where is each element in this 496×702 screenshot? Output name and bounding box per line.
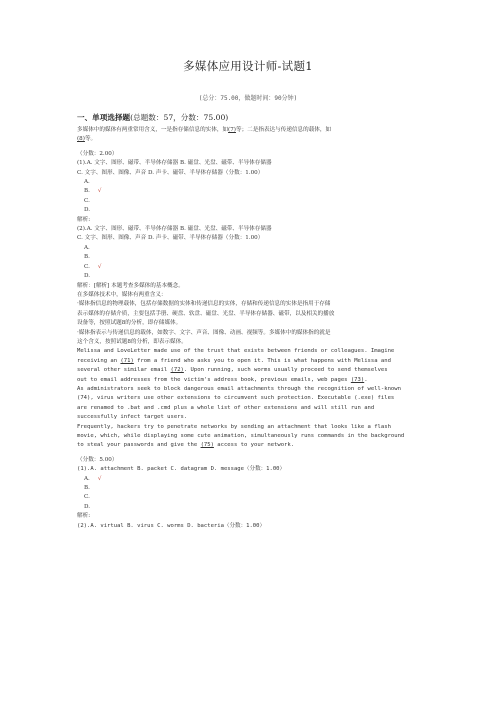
question-3-analysis: 解析: [77, 513, 91, 520]
question-3-option-b: B. [84, 485, 90, 492]
blank-72: (72) [170, 367, 184, 374]
explain-line: ·媒体指表示与传递信息的载体，如数字、文字、声音、图像、动画、视频等。多媒体中的媒体指的就是 [77, 329, 331, 336]
check-mark-icon: √ [97, 475, 102, 482]
passage-line: to steal your passwords and give the (75) access to your network. [77, 442, 295, 449]
question-1-line-2: C. 文字、图形、图像、声音 D. 声卡、磁带、半导体存储器（分数：1.00） [77, 169, 264, 176]
question-1-line-1: (1).A. 文字、图形、磁带、半导体存储器 B. 磁盘、光盘、磁带、半导体存储器 [77, 160, 272, 167]
passage-line: receiving an (71) from a friend who asks you to open it. This is what happens with Melissa and [77, 357, 391, 364]
question-1-option-c: C. [84, 197, 90, 204]
question-3-option-a: A. √ [84, 475, 102, 482]
score-line: （分数：5.00） [77, 456, 118, 463]
question-2-option-b: B. [84, 254, 90, 261]
passage-line: movie, which, while displaying some cute animation, simultaneously runs commands in the background [77, 433, 405, 439]
section-name: 一、单项选择题 [77, 113, 131, 122]
blank-73: (73) [350, 376, 365, 383]
blank-75: (75) [200, 442, 214, 449]
explain-line: 这个含义，按照试题8的分析，即表示媒体。 [77, 338, 187, 345]
passage-line: several other similar email (72). Upon running, such worms usually proceed to send themselves [77, 367, 388, 374]
blank-8: (8) [77, 136, 85, 143]
section-heading [77, 112, 228, 123]
question-3-option-d: D. [84, 503, 91, 510]
check-mark-icon: √ [97, 188, 102, 195]
question-2-line-2: C. 文字、图形、图像、声音 D. 声卡、磁带、半导体存储器（分数：1.00） [77, 235, 264, 242]
passage-line: Frequently, hackers try to penetrate networks by sending an attachment that looks like a flash [77, 423, 391, 430]
document-body [77, 126, 420, 531]
document-title: 多媒体应用设计师-试题1 [183, 59, 313, 73]
passage-line: are renamed to .bat and .cmd plus a whole list of other extensions and will still run and [77, 404, 375, 411]
question-2-analysis: 解析：[解析] 本题考查多媒体的基本概念。 [77, 282, 184, 289]
question-1-option-a: A. [84, 179, 90, 186]
question-2-option-c: C. √ [84, 263, 102, 270]
stem-line-1: 多媒体中的媒体有两重常用含义，一是指存储信息的实体，如(7)等；二是指表达与传递信息的载体，如 [77, 127, 332, 133]
passage-line: out to email addresses from the victim's address book, previous emails, web pages (73). [77, 376, 368, 383]
question-2-option-d: D. [84, 273, 91, 280]
question-3-option-c: C. [84, 494, 90, 501]
question-2-option-a: A. [84, 244, 90, 251]
passage-line: successfully infect target users. [77, 414, 188, 421]
question-1-analysis: 解析: [77, 216, 91, 223]
stem-line-2: (8)等。 [77, 136, 97, 143]
section-info: (总题数：57，分数：75.00) [130, 113, 229, 122]
score-line: （分数：2.00） [77, 150, 118, 157]
question-1-option-b: B. √ [84, 188, 102, 195]
passage-line: As administrators seek to block dangerous email attachments through the recognition of well-known [77, 385, 401, 392]
passage-line: Melissa and LoveLetter made use of the trust that exists between friends or colleagues. Imagine [77, 348, 395, 355]
explain-line: 在多媒体技术中，媒体有两重含义： [77, 291, 167, 298]
passage-line: (74), virus writers use other extensions to circumvent such protection. Executable (.exe) files [77, 395, 395, 402]
document-subtitle: (总分：75.00，做题时间：90分钟) [198, 95, 298, 102]
question-2-line-1: (2).A. 文字、图形、磁带、半导体存储器 B. 磁盘、光盘、磁带、半导体存储器 [77, 226, 272, 233]
question-1-option-d: D. [84, 207, 91, 214]
question-3-line: (1).A. attachment B. packet C. datagram D. message（分数：1.00） [77, 466, 286, 473]
blank-7: (7) [228, 127, 236, 133]
check-mark-icon: √ [97, 263, 102, 270]
explain-line: 表示媒体的存储介质，主要包括手册、硬盘、软盘、磁盘、光盘、半导体存储器、磁带，以及相关的播放 [77, 310, 335, 317]
explain-line: ·媒体指信息的物理载体，包括存储数据的实体和传递信息的实体，存储和传递信息的实体是指用于存储 [77, 301, 331, 308]
question-4-line: (2).A. virtual B. virus C. worms D. bacteria（分数：1.00） [77, 522, 266, 529]
blank-71: (71) [120, 357, 134, 364]
explain-line: 设备等，按照试题8的分析，即存储媒体。 [77, 320, 182, 327]
